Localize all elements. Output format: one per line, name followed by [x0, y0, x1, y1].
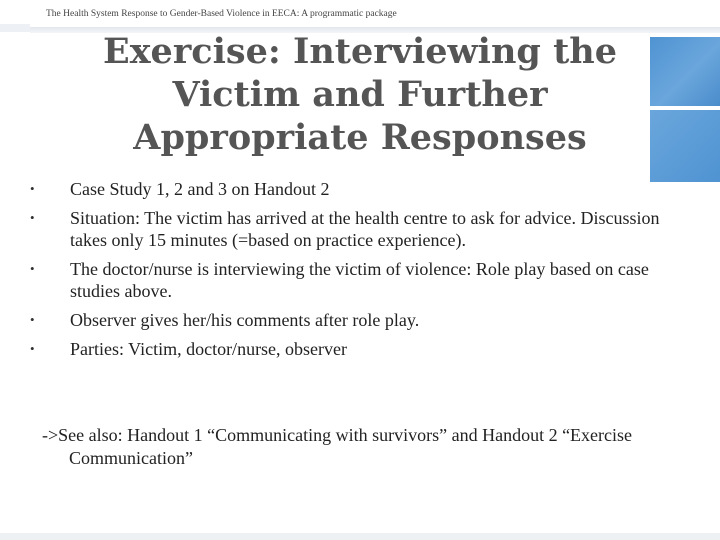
bullet-icon: • [30, 261, 35, 276]
bullet-icon: • [30, 210, 35, 225]
bullet-item [30, 309, 670, 331]
bullet-text: Situation: The victim has arrived at the health centre to ask for advice. Discussion takes only 15 minutes (=based on practice experience). [70, 208, 660, 250]
see-also-note: ->See also: Handout 1 “Communicating with survivors” and Handout 2 “Exercise Communication” [42, 425, 633, 468]
bullet-item [30, 207, 670, 251]
decorative-blue-block-top [650, 37, 720, 106]
bullet-icon: • [30, 312, 35, 327]
header-rule-left [0, 24, 30, 32]
bullet-icon: • [30, 341, 35, 356]
decorative-blue-block-bottom [650, 110, 720, 182]
slide-title: Exercise: Interviewing the Victim and Further Appropriate Responses [103, 31, 617, 158]
bullet-text: Observer gives her/his comments after role play. [70, 310, 420, 330]
bullet-text: The doctor/nurse is interviewing the victim of violence: Role play based on case studies above. [70, 259, 649, 301]
bullet-item [30, 178, 670, 200]
header-text: The Health System Response to Gender-Based Violence in EECA: A programmatic package [46, 9, 397, 19]
bullet-list [30, 178, 670, 367]
bullet-text: Case Study 1, 2 and 3 on Handout 2 [70, 179, 330, 199]
bullet-item [30, 338, 670, 360]
bullet-text: Parties: Victim, doctor/nurse, observer [70, 339, 348, 359]
bullet-item [30, 258, 670, 302]
bullet-icon: • [30, 181, 35, 196]
footer-band [0, 533, 720, 540]
